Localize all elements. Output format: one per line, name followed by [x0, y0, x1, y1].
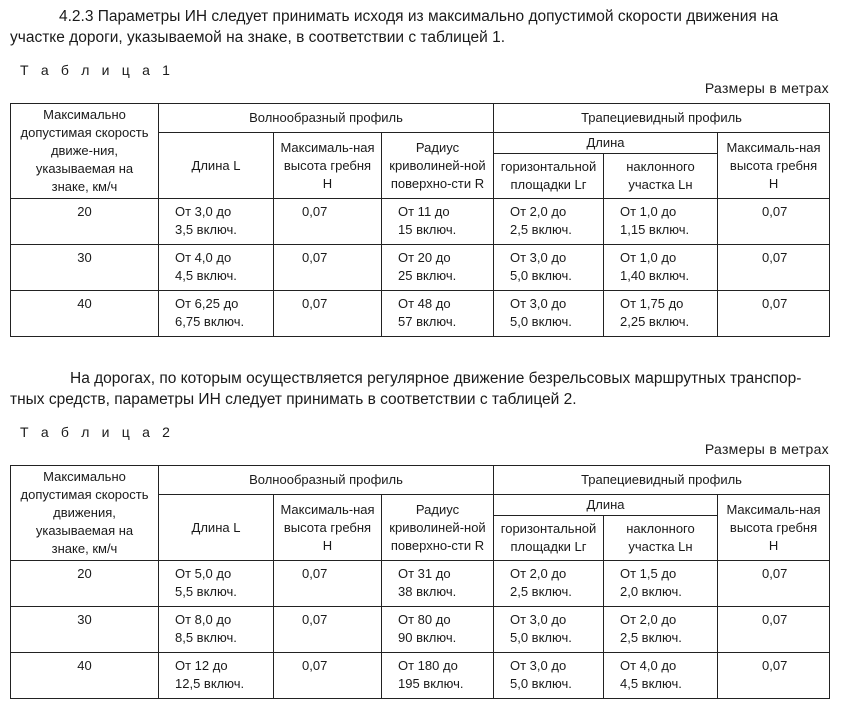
table2-header-trap-length: Длина	[494, 495, 718, 516]
cell-theight: 0,07	[718, 653, 830, 699]
table2-label: Т а б л и ц а 2	[20, 424, 175, 440]
cell-line: От 3,0 до	[510, 296, 567, 311]
table-row	[11, 653, 830, 699]
cell-speed: 40	[11, 653, 159, 699]
cell-incl	[604, 653, 718, 699]
cell-speed: 40	[11, 291, 159, 337]
cell-horiz	[494, 653, 604, 699]
table1-header-wave: Волнообразный профиль	[159, 104, 494, 133]
cell-line: 5,0 включ.	[510, 268, 572, 283]
cell-line: От 3,0 до	[510, 250, 567, 265]
cell-horiz	[494, 607, 604, 653]
table1-header-radius: Радиус криволиней-ной поверхно-сти R	[382, 133, 494, 199]
cell-line: От 4,0 до	[175, 250, 232, 265]
cell-height: 0,07	[274, 245, 382, 291]
between-line-1: На дорогах, по которым осуществляется регулярное движение безрельсовых маршрутных транспор-	[70, 370, 802, 387]
between-paragraph	[0, 368, 847, 410]
cell-incl	[604, 607, 718, 653]
cell-line: От 2,0 до	[510, 204, 567, 219]
cell-line: 2,5 включ.	[620, 630, 682, 645]
cell-horiz	[494, 291, 604, 337]
table1-header-trap: Трапециевидный профиль	[494, 104, 830, 133]
cell-line: 12,5 включ.	[175, 676, 245, 691]
cell-line: От 3,0 до	[175, 204, 232, 219]
cell-line: 1,15 включ.	[620, 222, 690, 237]
cell-line: От 11 до	[398, 204, 450, 219]
cell-incl	[604, 245, 718, 291]
table2-header-trap-height: Максималь-ная высота гребня H	[718, 495, 830, 561]
cell-line: От 5,0 до	[175, 566, 232, 581]
table-row	[11, 245, 830, 291]
cell-line: От 2,0 до	[620, 612, 677, 627]
cell-line: 15 включ.	[398, 222, 457, 237]
cell-height: 0,07	[274, 653, 382, 699]
cell-horiz	[494, 561, 604, 607]
cell-line: 8,5 включ.	[175, 630, 237, 645]
table-row	[11, 561, 830, 607]
cell-line: 3,5 включ.	[175, 222, 237, 237]
cell-line: 5,0 включ.	[510, 314, 572, 329]
cell-radius	[382, 199, 494, 245]
cell-theight: 0,07	[718, 199, 830, 245]
table1-body	[11, 199, 830, 337]
table2-header-radius: Радиус криволиней-ной поверхно-сти R	[382, 495, 494, 561]
cell-theight: 0,07	[718, 561, 830, 607]
cell-speed: 20	[11, 561, 159, 607]
table1-header-horizontal: горизонтальной площадки Lг	[494, 154, 604, 199]
cell-line: 195 включ.	[398, 676, 464, 691]
cell-height: 0,07	[274, 607, 382, 653]
cell-height: 0,07	[274, 561, 382, 607]
cell-line: 6,75 включ.	[175, 314, 245, 329]
cell-line: От 3,0 до	[510, 658, 567, 673]
cell-line: От 20 до	[398, 250, 451, 265]
cell-line: 2,5 включ.	[510, 222, 572, 237]
cell-speed: 30	[11, 245, 159, 291]
table-row	[11, 291, 830, 337]
cell-line: От 31 до	[398, 566, 451, 581]
table1-header-length: Длина L	[159, 133, 274, 199]
cell-line: 90 включ.	[398, 630, 457, 645]
cell-speed: 20	[11, 199, 159, 245]
cell-horiz	[494, 199, 604, 245]
table-2	[10, 465, 830, 699]
cell-length	[159, 245, 274, 291]
cell-line: От 80 до	[398, 612, 451, 627]
cell-radius	[382, 245, 494, 291]
cell-height: 0,07	[274, 291, 382, 337]
cell-radius	[382, 653, 494, 699]
table2-units: Размеры в метрах	[704, 441, 829, 457]
cell-line: 5,5 включ.	[175, 584, 237, 599]
table1-label: Т а б л и ц а 1	[20, 62, 175, 78]
cell-theight: 0,07	[718, 607, 830, 653]
cell-line: От 180 до	[398, 658, 458, 673]
cell-line: От 4,0 до	[620, 658, 677, 673]
cell-line: 2,0 включ.	[620, 584, 682, 599]
cell-incl	[604, 199, 718, 245]
table2-header-height: Максималь-ная высота гребня H	[274, 495, 382, 561]
cell-line: От 8,0 до	[175, 612, 232, 627]
cell-line: От 1,5 до	[620, 566, 677, 581]
table1-header-trap-length: Длина	[494, 133, 718, 154]
cell-line: От 12 до	[175, 658, 228, 673]
cell-theight: 0,07	[718, 291, 830, 337]
table2-header-horizontal: горизонтальной площадки Lг	[494, 516, 604, 561]
cell-line: 4,5 включ.	[175, 268, 237, 283]
cell-line: 4,5 включ.	[620, 676, 682, 691]
table-1	[10, 103, 830, 337]
cell-line: 5,0 включ.	[510, 676, 572, 691]
cell-length	[159, 607, 274, 653]
cell-line: 38 включ.	[398, 584, 457, 599]
table1-header-speed: Максимально допустимая скорость движе-ния, указываемая на знаке, км/ч	[11, 104, 159, 199]
cell-length	[159, 653, 274, 699]
table2-header-length: Длина L	[159, 495, 274, 561]
cell-radius	[382, 607, 494, 653]
table2-header-inclined: наклонного участка Lн	[604, 516, 718, 561]
table1-units: Размеры в метрах	[704, 80, 829, 96]
cell-line: 1,40 включ.	[620, 268, 690, 283]
table-row	[11, 607, 830, 653]
intro-line-2: участке дороги, указываемой на знаке, в соответствии с таблицей 1.	[10, 29, 506, 46]
table2-body	[11, 561, 830, 699]
cell-line: От 48 до	[398, 296, 451, 311]
cell-line: От 1,75 до	[620, 296, 684, 311]
cell-line: 25 включ.	[398, 268, 457, 283]
cell-height: 0,07	[274, 199, 382, 245]
cell-line: От 1,0 до	[620, 204, 677, 219]
cell-line: 57 включ.	[398, 314, 457, 329]
cell-theight: 0,07	[718, 245, 830, 291]
cell-radius	[382, 291, 494, 337]
cell-line: 2,5 включ.	[510, 584, 572, 599]
cell-line: От 2,0 до	[510, 566, 567, 581]
cell-incl	[604, 291, 718, 337]
cell-horiz	[494, 245, 604, 291]
intro-paragraph	[0, 6, 847, 48]
cell-length	[159, 291, 274, 337]
cell-radius	[382, 561, 494, 607]
table2-header-wave: Волнообразный профиль	[159, 466, 494, 495]
cell-line: От 1,0 до	[620, 250, 677, 265]
between-line-2: тных средств, параметры ИН следует принимать в соответствии с таблицей 2.	[10, 391, 577, 408]
intro-line-1: 4.2.3 Параметры ИН следует принимать исходя из максимально допустимой скорости движения на	[59, 8, 779, 25]
table2-header-trap: Трапециевидный профиль	[494, 466, 830, 495]
cell-length	[159, 561, 274, 607]
table-row	[11, 199, 830, 245]
table1-header-trap-height: Максималь-ная высота гребня H	[718, 133, 830, 199]
cell-line: 2,25 включ.	[620, 314, 690, 329]
table1-header-height: Максималь-ная высота гребня H	[274, 133, 382, 199]
cell-speed: 30	[11, 607, 159, 653]
table1-header-inclined: наклонного участка Lн	[604, 154, 718, 199]
cell-line: От 3,0 до	[510, 612, 567, 627]
cell-incl	[604, 561, 718, 607]
cell-length	[159, 199, 274, 245]
table2-header-speed: Максимально допустимая скорость движения, указываемая на знаке, км/ч	[11, 466, 159, 561]
cell-line: От 6,25 до	[175, 296, 239, 311]
cell-line: 5,0 включ.	[510, 630, 572, 645]
